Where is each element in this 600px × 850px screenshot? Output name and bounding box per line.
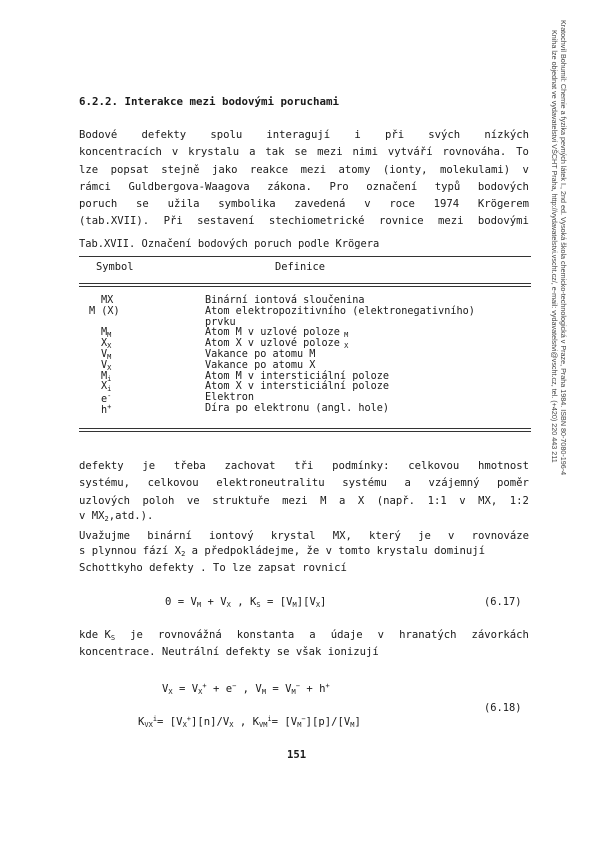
intro-line	[79, 162, 529, 179]
intro-word: nimi	[352, 146, 379, 159]
intro-word: mezi	[317, 146, 343, 159]
intro-word: poruch	[79, 198, 118, 211]
schottky-line-2	[79, 545, 485, 558]
conditions-paragraph	[79, 458, 529, 510]
intro-word: se	[136, 198, 149, 211]
conditions-word: M	[320, 494, 327, 507]
schottky-paragraph	[79, 528, 529, 545]
ks-line1-pre: kde K	[79, 629, 111, 641]
schottky-line2-sub: 2	[181, 550, 186, 558]
table-symbol: $M_M$	[101, 327, 112, 340]
intro-word: defekty	[141, 129, 187, 141]
table-definition: Atom M v intersticiální poloze	[205, 370, 390, 382]
intro-word: v	[364, 198, 371, 211]
table-row	[0, 392, 600, 406]
intro-word: tak	[265, 146, 285, 159]
ks-word: hranatých	[399, 629, 457, 641]
table-definition: Vakance po atomu X	[205, 359, 316, 371]
table-symbol-sub: X	[107, 363, 112, 372]
section-title: 6.2.2. Interakce mezi bodovými poruchami	[79, 95, 340, 108]
conditions-word: zachovat	[224, 460, 276, 472]
conditions-word: defekty	[79, 460, 124, 472]
side-note-line-2: Kniha lze objednat ve vydavatelství VŠCHT Praha, http://vydavatelstvi.vscht.cz/, e-mail: vydavatelstvi@vscht.cz, tel. (+420) 220 443 211	[550, 30, 559, 463]
table-definition: Elektron	[205, 392, 255, 404]
table-symbol-sup: +	[107, 402, 112, 411]
conditions-word: a	[404, 477, 411, 490]
table-caption: Tab.XVII. Označení bodových poruch podle Krögera	[79, 238, 380, 250]
intro-word: Při	[163, 215, 183, 228]
ks-word: rovnovážná	[157, 629, 222, 641]
table-definition: prvku	[205, 316, 236, 328]
intro-word: vytváří	[387, 146, 433, 159]
intro-word: sestavení	[197, 215, 255, 228]
conditions-word: celkovou	[147, 477, 199, 490]
schottky-line	[79, 528, 529, 545]
ks-word: konstanta	[236, 629, 295, 641]
schottky-word: v	[448, 530, 455, 542]
intro-word: v	[171, 146, 179, 159]
conditions-word: celkovou	[408, 460, 460, 472]
table-definition: Díra po elektronu (angl. hole)	[205, 402, 390, 414]
intro-word: stejně	[161, 163, 200, 176]
ks-word: a	[309, 629, 316, 641]
intro-word: označení	[366, 180, 418, 193]
table-row	[0, 327, 600, 338]
table-row	[0, 338, 600, 349]
schottky-word: krystal	[270, 530, 316, 542]
conditions-word: třeba	[173, 460, 206, 472]
equation-6-18-line-2: $K_{VX}^i= [V_X^+][n]/V_X$ , $K_{VM}^i= [V_M^-][p]/[V_M]$	[138, 715, 361, 729]
conditions-word: elektroneutralitu	[216, 477, 325, 490]
intro-word: mezi	[438, 215, 464, 228]
intro-word: bodovými	[477, 215, 529, 228]
intro-word: rámci	[79, 180, 111, 193]
conditions-word: systému,	[79, 477, 131, 490]
schottky-word: MX,	[332, 530, 352, 542]
page-number: 151	[287, 749, 307, 761]
intro-line	[79, 196, 529, 213]
conditions-word: hmotnost	[477, 460, 529, 472]
table-symbol: $V_X$	[101, 359, 112, 372]
conditions-word: a	[339, 494, 346, 507]
ks-word: údaje	[330, 629, 363, 641]
side-note-line-1: Kratochvíl Bohumil: Chemie a fyzika pevných látek I., 2nd ed. Vysoká škola chemicko-technologická v Praze, Praha 1984. ISBN 80-7080-196-4	[559, 20, 568, 476]
table-symbol: $X_i$	[101, 381, 112, 394]
conditions-word: tři	[294, 460, 314, 472]
intro-word: a	[249, 146, 256, 159]
table-symbol: $M_i$	[101, 370, 112, 383]
conditions-word: struktuře	[212, 494, 270, 507]
equation-6-17: $0 = V_M + V_X$ , $K_S = [V_M][V_X]$	[165, 596, 327, 609]
table-row	[0, 403, 600, 414]
table-header-definition: Definice	[275, 261, 326, 273]
ks-line1-sub: S	[110, 634, 116, 642]
conditions-word: poloh	[142, 494, 175, 507]
conditions-word: uzlových	[79, 494, 131, 507]
conditions-last-tail: ,atd.).	[108, 510, 154, 522]
table-bottom-rule	[79, 428, 531, 429]
intro-word: rovnováha.	[442, 146, 507, 159]
ks-line-2: koncentrace. Neutrální defekty se však ionizují	[79, 646, 379, 658]
table-symbol-sup: -	[107, 392, 112, 401]
table-symbol: M (X)	[89, 305, 120, 317]
table-symbol-sub: M	[107, 352, 112, 361]
conditions-word: 1:2	[509, 494, 529, 507]
conditions-word: poměr	[497, 477, 529, 490]
side-note	[550, 20, 568, 476]
table-row	[0, 306, 600, 317]
table-symbol-sub: i	[107, 374, 112, 383]
intro-word: Bodové	[79, 129, 118, 141]
intro-word: lze	[79, 163, 99, 176]
intro-word: interagují	[266, 129, 331, 141]
intro-word: reakce	[249, 163, 289, 176]
ks-word: závorkách	[471, 629, 529, 641]
conditions-last-text: v MX	[79, 510, 105, 522]
intro-word: typů	[434, 180, 461, 193]
schottky-word: iontový	[209, 530, 254, 542]
conditions-word: X	[357, 494, 365, 507]
intro-word: svých	[428, 129, 461, 141]
schottky-word: rovnováze	[471, 530, 529, 542]
schottky-word: binární	[147, 530, 192, 542]
intro-word: To	[516, 146, 529, 159]
intro-paragraph	[79, 127, 529, 231]
table-body	[0, 295, 600, 414]
table-definition: Atom elektropozitivního (elektronegativního)	[205, 305, 475, 317]
intro-word: se	[294, 146, 308, 159]
conditions-word: (např.	[376, 494, 416, 507]
table-definition: Atom M v uzlové poloze $_M$	[205, 327, 349, 340]
table-top-rule	[79, 256, 531, 257]
table-definition: Binární iontová sloučenina	[205, 295, 365, 306]
intro-word: spolu	[210, 129, 243, 141]
intro-word: roce	[389, 198, 415, 211]
intro-word: bodových	[477, 180, 529, 193]
table-symbol: e-	[101, 392, 112, 406]
intro-word: popsat	[110, 163, 149, 176]
intro-word: 1974	[433, 198, 460, 211]
conditions-word: ve	[186, 494, 200, 507]
schottky-line-3: Schottkyho defekty . To lze zapsat rovnicí	[79, 562, 347, 574]
intro-word: molekulami)	[439, 163, 511, 176]
table-definition: Vakance po atomu M	[205, 348, 316, 360]
schottky-word: Uvažujme	[79, 530, 131, 542]
intro-word: Guldbergova-Waagova	[128, 180, 250, 193]
ks-word: v	[377, 629, 385, 641]
conditions-word: MX,	[478, 494, 498, 507]
intro-word: koncentracích	[79, 146, 162, 159]
table-symbol-sub: i	[107, 385, 112, 394]
intro-word: (tab.XVII).	[79, 215, 150, 228]
ks-line1-start	[79, 629, 115, 642]
table-header-symbol: Symbol	[96, 261, 134, 273]
table-symbol: $V_M$	[101, 348, 112, 361]
ks-word: je	[130, 629, 143, 641]
intro-line	[79, 213, 529, 230]
table-symbol: h+	[101, 402, 112, 416]
conditions-last-sub: 2	[104, 515, 109, 523]
schottky-word: je	[418, 530, 431, 542]
table-row	[0, 349, 600, 360]
schottky-word: který	[369, 530, 401, 542]
equation-6-18-line-1: $V_X = V_X^+ + e^-$ , $V_M = V_M^- + h^+$	[162, 682, 330, 696]
conditions-word: 1:1	[427, 494, 447, 507]
intro-word: užila	[167, 198, 200, 211]
table-symbol-sub: X	[107, 342, 112, 351]
intro-word: stechiometrické	[268, 215, 365, 228]
intro-word: atomy	[338, 163, 371, 176]
table-row	[0, 381, 600, 392]
conditions-word: systému	[342, 477, 387, 490]
conditions-last-line	[79, 510, 153, 523]
table-row	[0, 317, 600, 328]
conditions-word: je	[142, 460, 156, 472]
intro-word: krystalu	[188, 146, 240, 159]
table-definition-sub: X	[339, 342, 349, 351]
table-definition: Atom X v intersticiální poloze	[205, 381, 390, 393]
conditions-word: v	[459, 494, 466, 507]
intro-word: i	[354, 129, 361, 141]
intro-line	[79, 144, 529, 161]
conditions-line	[79, 458, 529, 475]
table-definition: Atom X v uzlové poloze $_X$	[205, 338, 349, 351]
intro-word: zavedená	[294, 198, 346, 211]
table-symbol: MX	[101, 295, 114, 306]
intro-word: Krögerem	[477, 198, 529, 211]
conditions-word: mezi	[282, 494, 308, 507]
intro-word: při	[384, 129, 405, 141]
intro-word: jako	[211, 163, 238, 176]
intro-word: Pro	[329, 180, 349, 193]
intro-word: mezi	[300, 163, 327, 176]
intro-line	[79, 179, 529, 196]
intro-word: zákona.	[267, 180, 312, 193]
intro-word: nízkých	[484, 129, 529, 141]
table-row	[0, 360, 600, 371]
table-row	[0, 371, 600, 382]
schottky-line2-post: a předpokládejme, že v tomto krystalu dominují	[185, 545, 486, 557]
table-symbol-sub: M	[107, 331, 112, 340]
equation-6-17-number: (6.17)	[484, 596, 522, 608]
conditions-word: podmínky:	[332, 460, 390, 472]
table-bottom-rule-2	[79, 431, 531, 432]
conditions-word: vzájemný	[428, 477, 480, 490]
intro-word: v	[522, 163, 529, 176]
ks-line-1	[79, 629, 529, 642]
intro-line	[79, 127, 529, 144]
equation-6-18-number: (6.18)	[484, 702, 522, 714]
schottky-line2-pre: s plynnou fází X	[79, 545, 182, 557]
conditions-line	[79, 493, 529, 510]
table-symbol: $X_X$	[101, 338, 112, 351]
intro-word: rovnice	[378, 215, 424, 228]
intro-word: symbolika	[218, 198, 276, 211]
intro-word: (ionty,	[382, 163, 428, 176]
table-header-rule-2	[79, 286, 531, 287]
table-definition-sub: M	[339, 331, 349, 340]
conditions-line	[79, 475, 529, 492]
table-header-rule	[79, 283, 531, 284]
table-row	[0, 295, 600, 306]
